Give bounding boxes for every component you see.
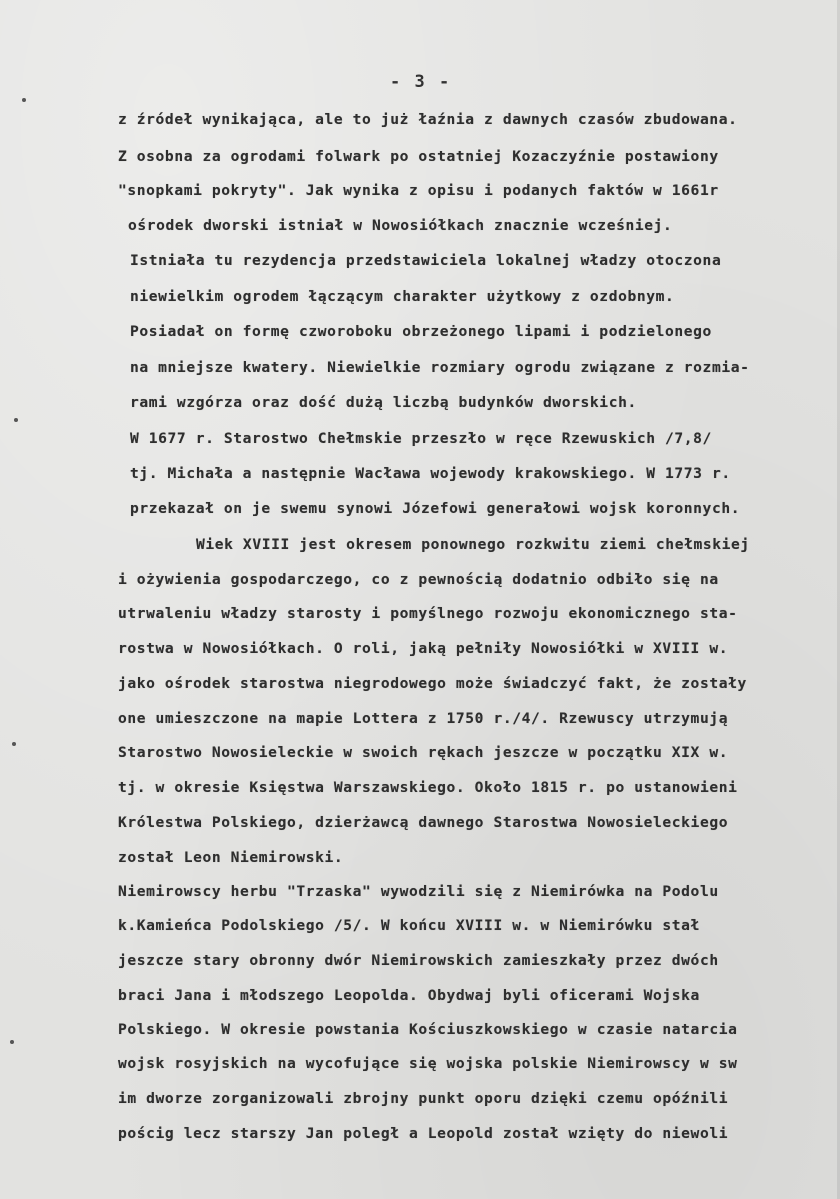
text-line: Królestwa Polskiego, dzierżawcą dawnego Starostwa Nowosieleckiego [118,814,729,831]
text-line: Niemirowscy herbu "Trzaska" wywodzili się z Niemirówka na Podolu [118,883,719,900]
text-line: Polskiego. W okresie powstania Kościuszkowskiego w czasie natarcia [118,1021,738,1038]
text-line: Wiek XVIII jest okresem ponownego rozkwitu ziemi chełmskiej [196,536,750,553]
text-line: rostwa w Nowosiółkach. O roli, jaką pełniły Nowosiółki w XVIII w. [118,640,729,657]
text-line: ośrodek dworski istniał w Nowosiółkach znacznie wcześniej. [128,217,673,234]
text-line: został Leon Niemirowski. [118,849,344,866]
margin-mark [12,742,16,746]
text-line: niewielkim ogrodem łączącym charakter użytkowy z ozdobnym. [130,288,675,305]
text-line: jeszcze stary obronny dwór Niemirowskich zamieszkały przez dwóch [118,952,719,969]
text-line: rami wzgórza oraz dość dużą liczbą budynków dworskich. [130,394,637,411]
text-line: przekazał on je swemu synowi Józefowi generałowi wojsk koronnych. [130,500,741,517]
text-line: z źródeł wynikająca, ale to już łaźnia z dawnych czasów zbudowana. [118,111,738,128]
text-line: tj. Michała a następnie Wacława wojewody krakowskiego. W 1773 r. [130,465,731,482]
text-line: Posiadał on formę czworoboku obrzeżonego lipami i podzielonego [130,323,712,340]
text-line: Starostwo Nowosieleckie w swoich rękach jeszcze w początku XIX w. [118,744,729,761]
text-line: utrwaleniu władzy starosty i pomyślnego rozwoju ekonomicznego sta- [118,605,738,622]
text-line: jako ośrodek starostwa niegrodowego może świadczyć fakt, że zostały [118,675,747,692]
text-line: im dworze zorganizowali zbrojny punkt oporu dzięki czemu opóźnili [118,1090,729,1107]
margin-mark [22,98,26,102]
text-line: W 1677 r. Starostwo Chełmskie przeszło w ręce Rzewuskich /7,8/ [130,430,712,447]
margin-mark [14,418,18,422]
margin-mark [10,1040,14,1044]
text-line: tj. w okresie Księstwa Warszawskiego. Około 1815 r. po ustanowieni [118,779,738,796]
text-line: braci Jana i młodszego Leopolda. Obydwaj byli oficerami Wojska [118,987,700,1004]
text-line: Z osobna za ogrodami folwark po ostatniej Kozaczyźnie postawiony [118,148,719,165]
text-line: "snopkami pokryty". Jak wynika z opisu i podanych faktów w 1661r [118,182,719,199]
text-line: pościg lecz starszy Jan poległ a Leopold został wzięty do niewoli [118,1125,729,1142]
page-number: - 3 - [390,72,452,92]
text-line: one umieszczone na mapie Lottera z 1750 r./4/. Rzewuscy utrzymują [118,710,729,727]
text-line: na mniejsze kwatery. Niewielkie rozmiary ogrodu związane z rozmia- [130,359,750,376]
text-line: Istniała tu rezydencja przedstawiciela lokalnej władzy otoczona [130,252,722,269]
text-line: i ożywienia gospodarczego, co z pewnością dodatnio odbiło się na [118,571,719,588]
text-line: wojsk rosyjskich na wycofujące się wojska polskie Niemirowscy w sw [118,1055,738,1072]
text-line: k.Kamieńca Podolskiego /5/. W końcu XVIII w. w Niemirówku stał [118,917,700,934]
